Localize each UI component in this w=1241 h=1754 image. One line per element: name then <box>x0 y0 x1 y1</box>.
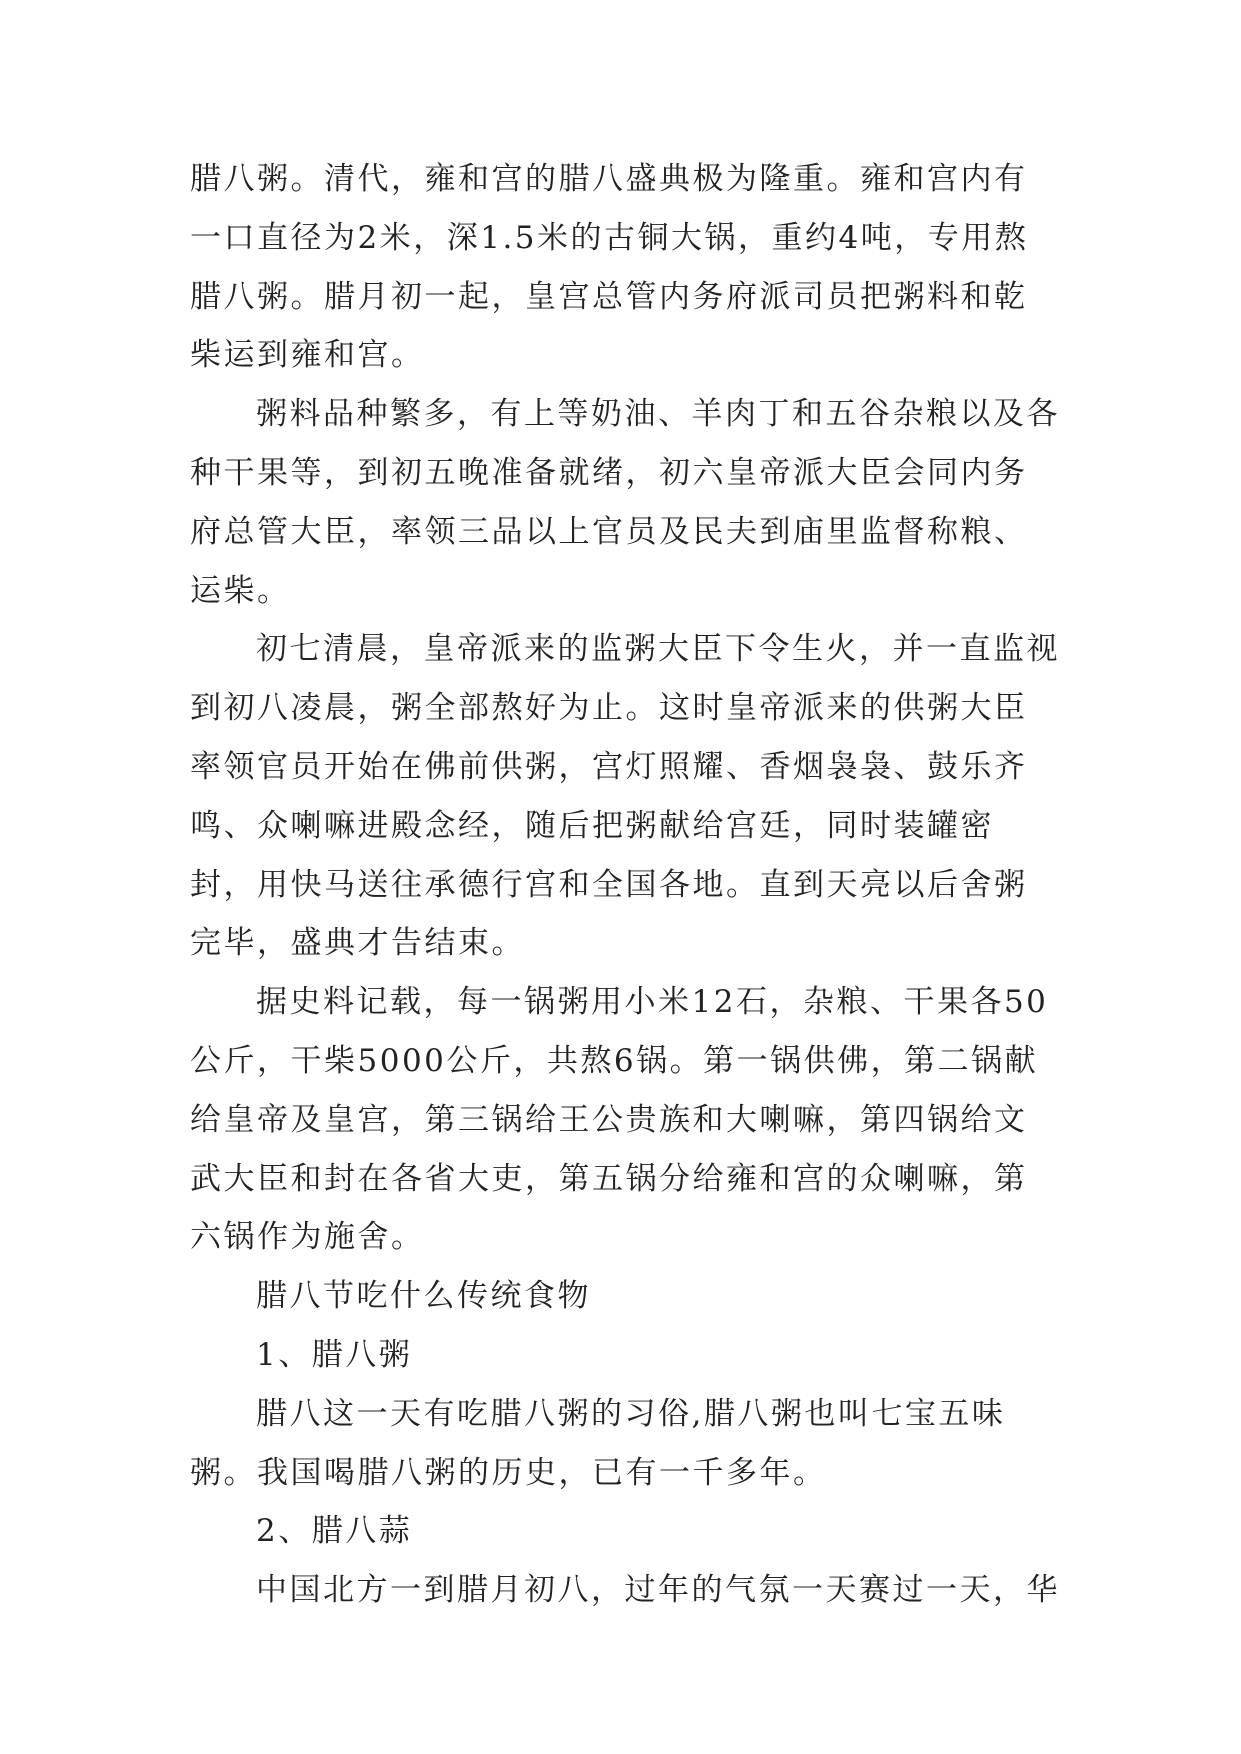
item1-text: 腊八这一天有吃腊八粥的习俗,腊八粥也叫七宝五味粥。我国喝腊八粥的历史，已有一千多年。 <box>190 1395 1006 1491</box>
paragraph-porridge-ingredients: 粥料品种繁多，有上等奶油、羊肉丁和五谷杂粮以及各种干果等，到初五晚准备就绪，初六皇帝派大臣会同内务府总管大臣，率领三品以上官员及民夫到庙里监督称粮、运柴。 <box>190 396 1060 609</box>
paragraph-cooking-process: 初七清晨，皇帝派来的监粥大臣下令生火，并一直监视到初八凌晨，粥全部熬好为止。这时皇帝派来的供粥大臣率领官员开始在佛前供粥，宫灯照耀、香烟袅袅、鼓乐齐鸣、众喇嘛进殿念经，随后把粥献给宫廷，同时装罐密封，用快马送往承德行宫和全国各地。直到天亮以后舍粥完毕，盛典才告结束。 <box>190 631 1060 962</box>
item2-text: 中国北方一到腊月初八，过年的气氛一天赛过一天，华 <box>256 1572 1060 1609</box>
paragraph-yonghegong-ceremony: 腊八粥。清代，雍和宫的腊八盛典极为隆重。雍和宫内有一口直径为2米，深1.5米的古铜大锅，重约4吨，专用熬腊八粥。腊月初一起，皇宫总管内务府派司员把粥料和乾柴运到雍和宫。 <box>190 161 1029 374</box>
document-body <box>190 150 1060 1620</box>
paragraph-historical-records: 据史料记载，每一锅粥用小米12石，杂粮、干果各50公斤，干柴5000公斤，共熬6锅。第一锅供佛，第二锅献给皇帝及皇宫，第三锅给王公贵族和大喇嘛，第四锅给文武大臣和封在各省大吏，第五锅分给雍和宫的众喇嘛，第六锅作为施舍。 <box>190 984 1049 1256</box>
item1-title: 1、腊八粥 <box>256 1336 413 1373</box>
item2-title: 2、腊八蒜 <box>256 1513 413 1550</box>
section-title: 腊八节吃什么传统食物 <box>256 1278 591 1315</box>
